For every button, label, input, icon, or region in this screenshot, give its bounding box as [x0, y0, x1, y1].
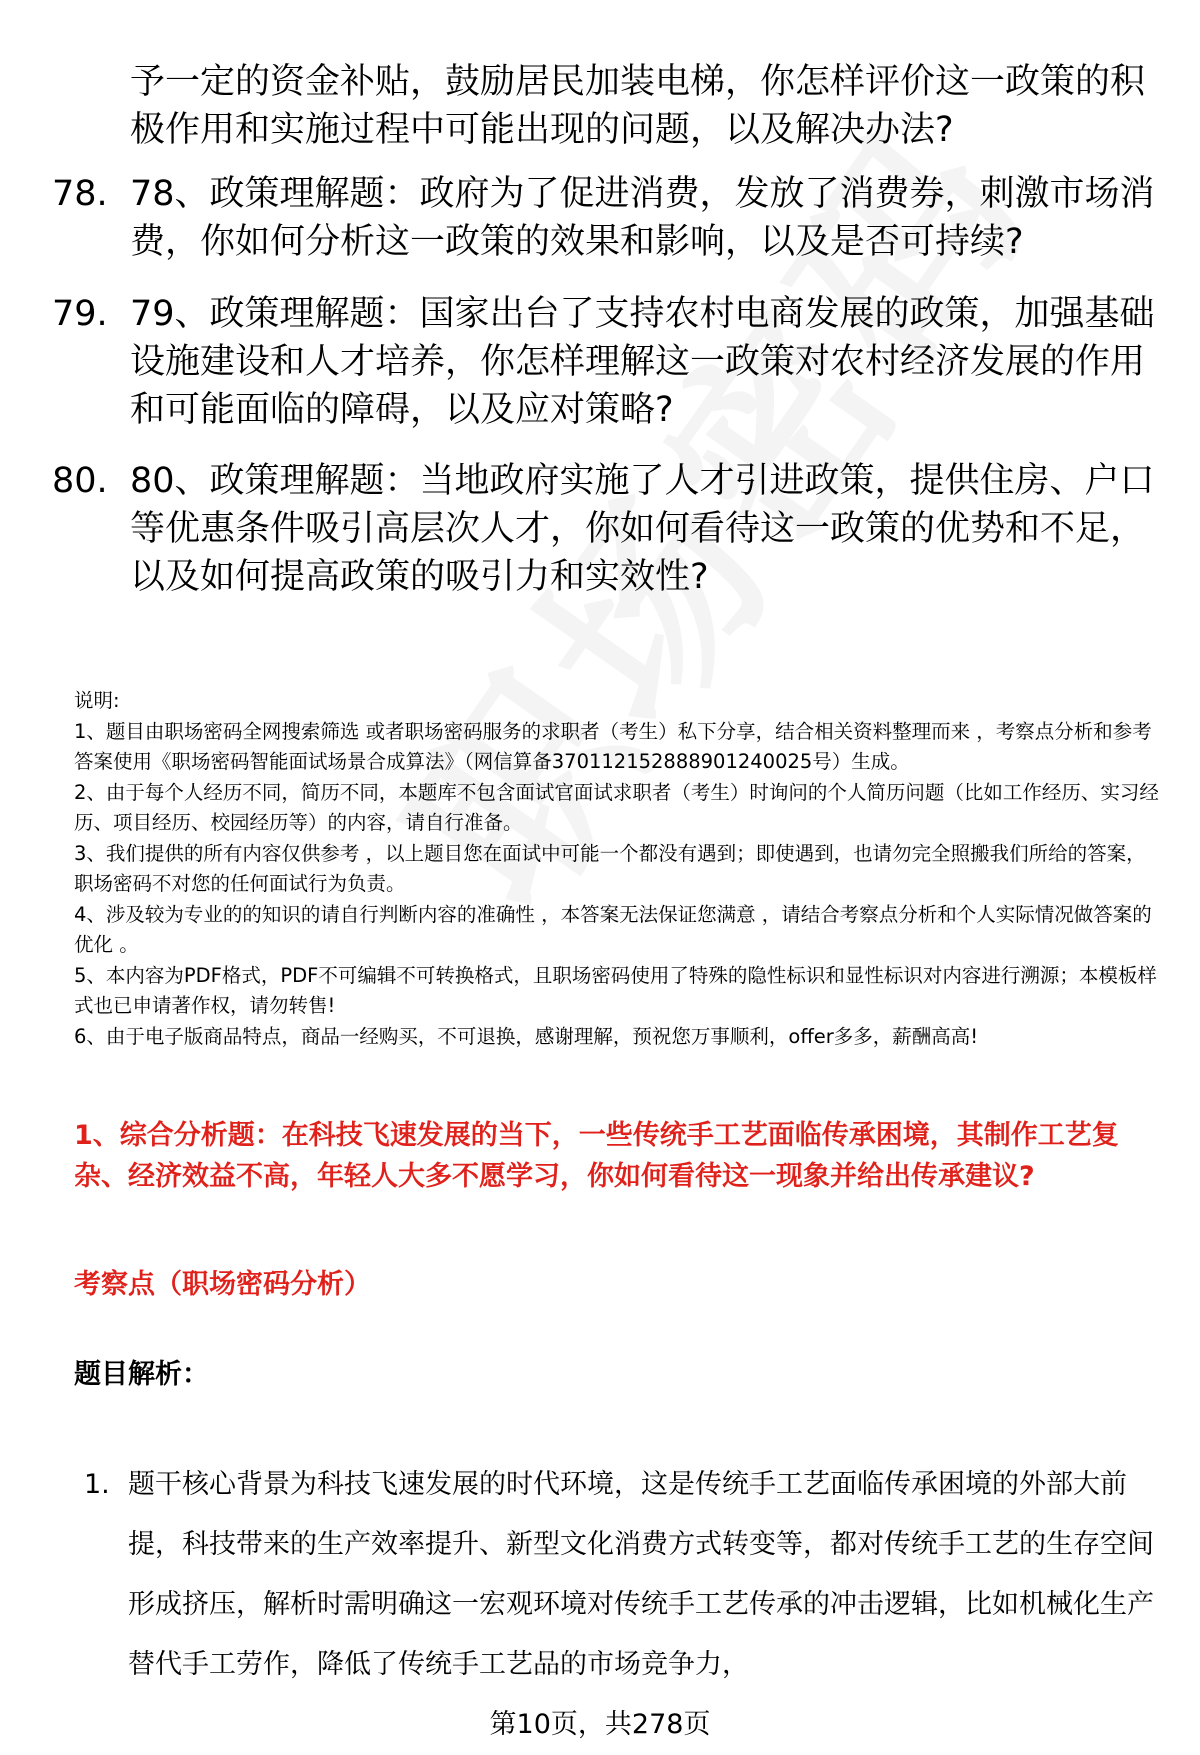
question-text: 80、政策理解题：当地政府实施了人才引进政策，提供住房、户口等优惠条件吸引高层次人才，你如何看待这一政策的优势和不足，以及如何提高政策的吸引力和实效性?	[130, 461, 1155, 597]
analysis-item	[84, 1455, 1164, 1695]
question-item	[52, 290, 1162, 434]
note-item: 3、我们提供的所有内容仅供参考 ，以上题目您在面试中可能一个都没有遇到；即使遇到，也请勿完全照搬我们所给的答案，职场密码不对您的任何面试行为负责。	[74, 841, 1146, 895]
note-item: 5、本内容为PDF格式，PDF不可编辑不可转换格式，且职场密码使用了特殊的隐性标识和显性标识对内容进行溯源；本模板样式也已申请著作权，请勿转售!	[74, 963, 1157, 1017]
analysis-text: 题干核心背景为科技飞速发展的时代环境，这是传统手工艺面临传承困境的外部大前提，科技带来的生产效率提升、新型文化消费方式转变等，都对传统手工艺的生存空间形成挤压，解析时需明确这一宏观环境对传统手工艺传承的冲击逻辑，比如机械化生产替代手工劳作，降低了传统手工艺品的市场竞争力，	[128, 1469, 1154, 1680]
question-item	[52, 457, 1162, 601]
page-footer: 第10页，共278页	[489, 1709, 711, 1740]
question-text: 78、政策理解题：政府为了促进消费，发放了消费券，刺激市场消费，你如何分析这一政策的效果和影响，以及是否可持续?	[130, 174, 1155, 262]
note-item: 6、由于电子版商品特点，商品一经购买，不可退换，感谢理解，预祝您万事顺利，offer多多，薪酬高高!	[74, 1024, 979, 1048]
note-item: 1、题目由职场密码全网搜索筛选 或者职场密码服务的求职者（考生）私下分享，结合相关资料整理而来 ，考察点分析和参考答案使用《职场密码智能面试场景合成算法》（网信算备370112152888901240025号）生成。	[74, 719, 1152, 773]
analysis-number: 1.	[84, 1469, 110, 1500]
jiexi-heading: 题目解析：	[74, 1359, 209, 1390]
question-text: 79、政策理解题：国家出台了支持农村电商发展的政策，加强基础设施建设和人才培养，你怎样理解这一政策对农村经济发展的作用和可能面临的障碍，以及应对策略?	[130, 294, 1155, 430]
kaocha-label: 考察点（职场密码分析）	[74, 1269, 371, 1300]
question-title: 1、综合分析题：在科技飞速发展的当下，一些传统手工艺面临传承困境，其制作工艺复杂、经济效益不高，年轻人大多不愿学习，你如何看待这一现象并给出传承建议?	[74, 1120, 1119, 1192]
notes-heading: 说明:	[74, 689, 120, 712]
note-item: 4、涉及较为专业的的知识的请自行判断内容的准确性 ，本答案无法保证您满意 ，请结合考察点分析和个人实际情况做答案的优化 。	[74, 902, 1152, 956]
question-number: 78.	[52, 174, 108, 214]
question-number: 79.	[52, 294, 108, 334]
question-77-continuation: 予一定的资金补贴，鼓励居民加装电梯，你怎样评价这一政策的积极作用和实施过程中可能出现的问题，以及解决办法?	[130, 62, 1146, 150]
notes-section	[74, 686, 1164, 1052]
question-item	[52, 170, 1162, 266]
note-item: 2、由于每个人经历不同，简历不同，本题库不包含面试官面试求职者（考生）时询问的个人简历问题（比如工作经历、实习经历、项目经历、校园经历等）的内容，请自行准备。	[74, 780, 1159, 834]
question-number: 80.	[52, 461, 108, 501]
